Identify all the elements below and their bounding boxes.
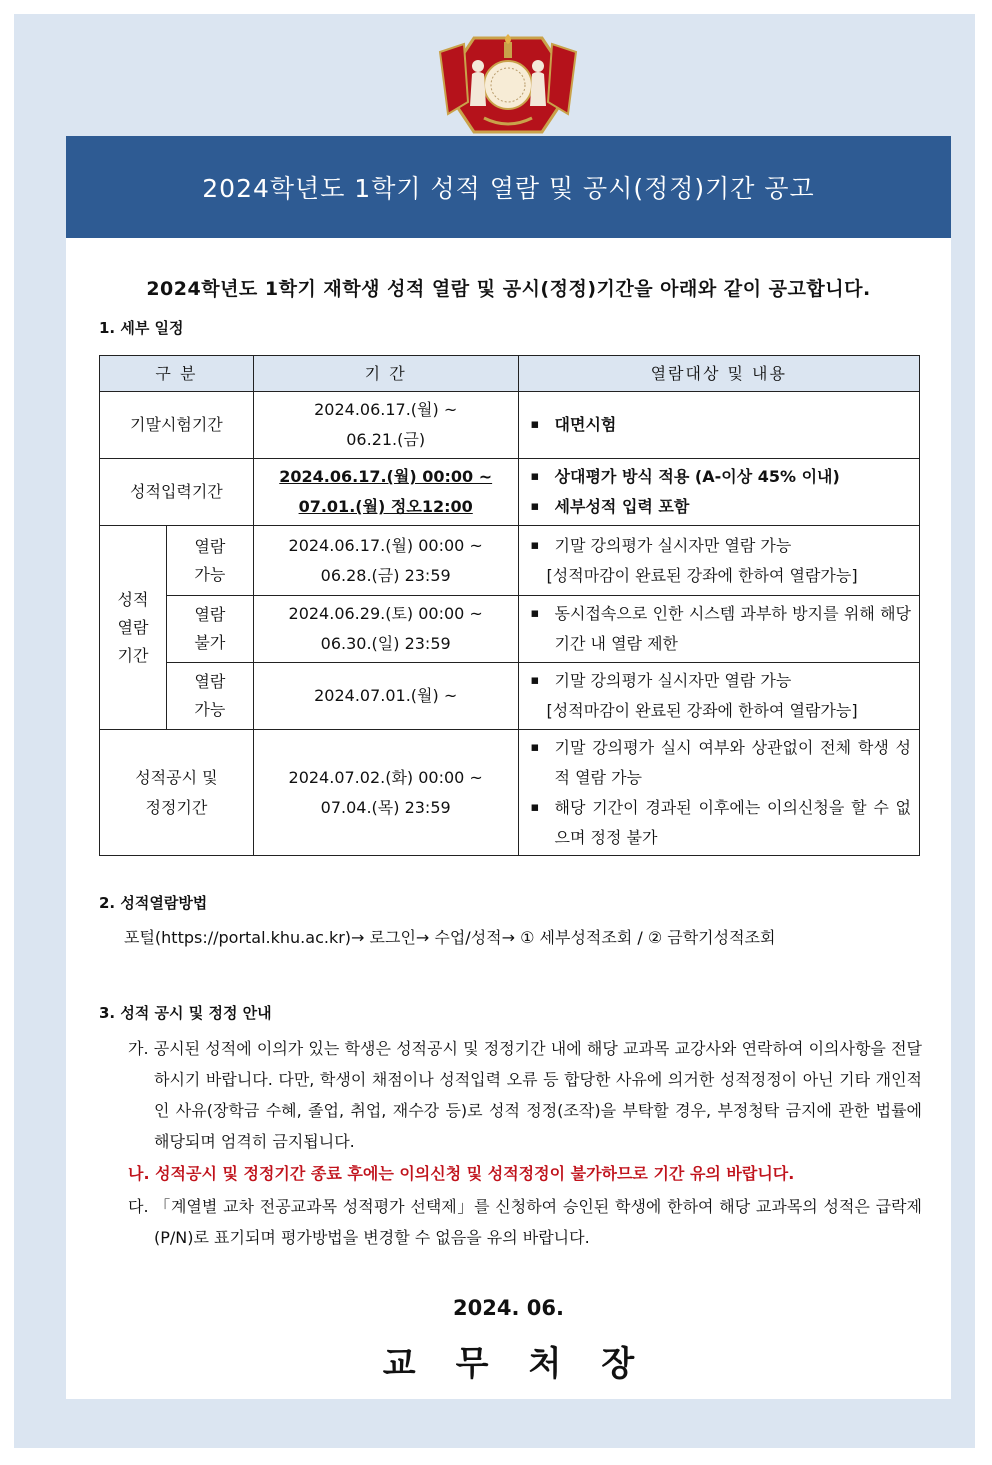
header-category: 구 분 (100, 356, 254, 392)
list-item: ▪ 대면시험 (555, 410, 911, 440)
issuing-office: 교무처장 (382, 1344, 675, 1384)
notice-paragraph-ga: 가. 공시된 성적에 이의가 있는 학생은 성적공시 및 정정기간 내에 해당 교과목 교강사와 연락하여 이의사항을 전달하시기 바랍니다. 다만, 학생이 채점이나 성적입력 오류 등 합당한 사유에 의거한 성적정정이 아닌 기타 개인적인 사유(장학금 수혜, 졸업, 취업, 재수강 등)로 성적 정정(조작)을 부탁할 경우, 부정청탁 금지에 관한 법률에 해당되며 엄격히 금지됩니다. (128, 1039, 922, 1151)
list-item: ▪ 동시접속으로 인한 시스템 과부하 방지를 위해 해당 기간 내 열람 제한 (555, 599, 911, 659)
row-period (253, 663, 518, 730)
sub-label-line: 열람 (194, 605, 226, 624)
row-label (100, 730, 254, 856)
period-start: 2024.06.17.(월) 00:00 ~ (288, 535, 483, 555)
group-label-line: 성적 (117, 589, 149, 609)
section-2-title: 2. 성적열람방법 (99, 894, 208, 912)
notice-date: 2024. 06. (453, 1296, 564, 1320)
table-row (100, 392, 920, 459)
row-content (518, 526, 919, 596)
notice-title: 2024학년도 1학기 성적 열람 및 공시(정정)기간 공고 (202, 174, 815, 203)
list-item: ▪ 세부성적 입력 포함 (555, 492, 911, 522)
row-label-line: 정정기간 (145, 797, 208, 817)
period-end: 07.04.(목) 23:59 (320, 797, 451, 817)
university-emblem-icon (434, 32, 582, 138)
row-content (518, 663, 919, 730)
row-label: 성적입력기간 (100, 459, 254, 526)
sub-label-line: 열람 (194, 672, 226, 691)
table-row (100, 526, 920, 596)
group-label-line: 열람 (117, 617, 149, 637)
row-content (518, 459, 919, 526)
sub-label-line: 열람 (194, 536, 226, 556)
period-start: 2024.07.02.(화) 00:00 ~ (288, 767, 483, 787)
table-row (100, 730, 920, 856)
table-row (100, 596, 920, 663)
list-item: ▪ 상대평가 방식 적용 (A-이상 45% 이내) (555, 462, 911, 492)
period-end: 07.01.(월) 정오12:00 (298, 497, 473, 516)
header-period: 기 간 (253, 356, 518, 392)
note-text: [성적마감이 완료된 강좌에 한하여 열람가능] (546, 565, 858, 585)
notice-paragraph-da: 다. 「계열별 교차 전공교과목 성적평가 선택제」를 신청하여 승인된 학생에 한하여 해당 교과목의 성적은 급락제(P/N)로 표기되며 평가방법을 변경할 수 없음을 유의 바랍니다. (128, 1197, 922, 1247)
row-content (518, 596, 919, 663)
schedule-table (99, 355, 920, 856)
sub-label-line: 가능 (194, 564, 226, 584)
intro-text: 2024학년도 1학기 재학생 성적 열람 및 공시(정정)기간을 아래와 같이 공고합니다. (146, 278, 871, 300)
sub-label-line: 불가 (194, 633, 226, 652)
sub-label-line: 가능 (194, 700, 226, 719)
period-end: 06.28.(금) 23:59 (320, 565, 451, 585)
list-item: ▪ 기말 강의평가 실시 여부와 상관없이 전체 학생 성적 열람 가능 (555, 733, 911, 793)
period-start: 2024.07.01.(월) ~ (314, 686, 458, 705)
row-period (253, 730, 518, 856)
period-start: 2024.06.17.(월) ~ (314, 400, 458, 419)
group-label (100, 526, 167, 730)
sub-label (166, 663, 253, 730)
section-1-title: 1. 세부 일정 (99, 319, 184, 337)
section-3-title: 3. 성적 공시 및 정정 안내 (99, 1004, 272, 1022)
row-period (253, 392, 518, 459)
page-frame (14, 14, 975, 1448)
header-content: 열람대상 및 내용 (518, 356, 919, 392)
note-text: [성적마감이 완료된 강좌에 한하여 열람가능] (546, 701, 858, 720)
row-content (518, 392, 919, 459)
notice-paragraph-na: 나. 성적공시 및 정정기간 종료 후에는 이의신청 및 성적정정이 불가하므로 기간 유의 바랍니다. (128, 1164, 795, 1183)
period-start: 2024.06.17.(월) 00:00 ~ (279, 467, 493, 486)
table-row (100, 663, 920, 730)
list-item: ▪ 해당 기간이 경과된 이후에는 이의신청을 할 수 없으며 정정 불가 (555, 793, 911, 853)
row-period (253, 526, 518, 596)
sub-label (166, 526, 253, 596)
period-start: 2024.06.29.(토) 00:00 ~ (288, 604, 483, 623)
sub-label (166, 596, 253, 663)
row-label: 기말시험기간 (100, 392, 254, 459)
notice-title-banner (66, 136, 951, 238)
table-row (100, 459, 920, 526)
notice-paper (66, 136, 951, 1399)
row-period (253, 596, 518, 663)
row-label-line: 성적공시 및 (135, 767, 218, 787)
period-end: 06.21.(금) (346, 430, 426, 449)
list-item: ▪ 기말 강의평가 실시자만 열람 가능 (555, 666, 911, 696)
row-period (253, 459, 518, 526)
row-content (518, 730, 919, 856)
group-label-line: 기간 (117, 645, 149, 665)
period-end: 06.30.(일) 23:59 (320, 634, 451, 653)
list-item: ▪ 기말 강의평가 실시자만 열람 가능 (555, 531, 911, 561)
table-header-row (100, 356, 920, 392)
view-method-text: 포털(https://portal.khu.ac.kr)→ 로그인→ 수업/성적→ ① 세부성적조회 / ② 금학기성적조회 (124, 928, 776, 947)
